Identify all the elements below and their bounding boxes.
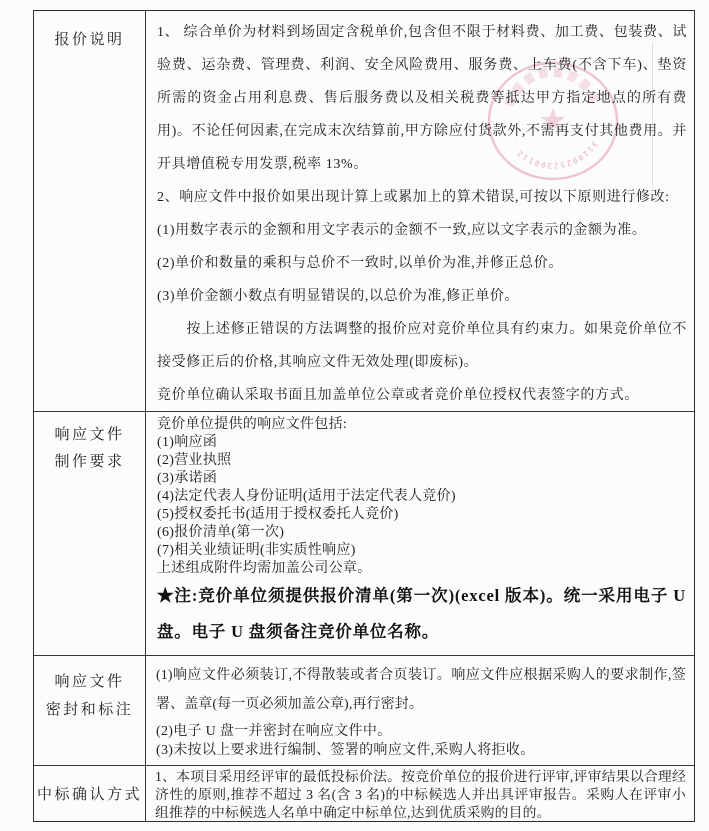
list-item: (1)响应函 [157, 435, 218, 450]
paragraph: 2、响应文件中报价如果出现计算上或累加上的算术错误,可按以下原则进行修改: [157, 190, 670, 205]
paragraph: 竞价单位确认采取书面且加盖单位公章或者竞价单位授权代表签字的方式。 [157, 388, 639, 403]
paragraph: 1、本项目采用经评审的最低投标价法。按竞价单位的报价进行评审,评审结果以合理经济性的原则,推荐不超过 3 名(含 3 名)的中标候选人并出具评审报告。采购人在评审小组推荐的中标候选人名单中确定中标单位,达到优质采购的目的。 [155, 769, 686, 820]
quotation-notes-content [146, 11, 694, 411]
paragraph: (3)单价金额小数点有明显错误的,以总价为准,修正单价。 [157, 289, 520, 304]
list-item: 上述组成附件均需加盖公司公章。 [157, 561, 372, 576]
award-confirmation-content [146, 766, 694, 821]
paragraph: (1)用数字表示的金额和用文字表示的金额不一致,应以文字表示的金额为准。 [157, 223, 647, 238]
sealing-marking-content [146, 656, 694, 765]
list-intro: 竞价单位提供的响应文件包括: [157, 417, 348, 432]
paragraph: 按上述修正错误的方法调整的报价应对竞价单位具有约束力。如果竞价单位不接受修正后的价格,其响应文件无效处理(即废标)。 [157, 322, 687, 370]
procurement-terms-table [33, 10, 695, 822]
paragraph: (3)未按以上要求进行编制、签署的响应文件,采购人将拒收。 [156, 743, 535, 758]
row-label-text: 响应文件 [54, 674, 125, 690]
row-label-text: 制作要求 [54, 454, 125, 470]
table-row-sealing-marking [34, 656, 694, 766]
list-item: (3)承诺函 [157, 471, 218, 486]
row-label-text: 响应文件 [54, 427, 125, 443]
list-item: (4)法定代表人身份证明(适用于法定代表人竞价) [157, 489, 456, 504]
response-doc-requirements-content [146, 412, 694, 655]
row-label-text: 报价说明 [54, 32, 125, 48]
list-item: (7)相关业绩证明(非实质性响应) [157, 543, 356, 558]
list-item: (6)报价清单(第一次) [157, 525, 285, 540]
list-item: (2)营业执照 [157, 453, 232, 468]
seal-code-text: 31100252300112 [514, 139, 600, 171]
row-label-quotation-notes [34, 11, 146, 411]
table-row-response-doc-requirements [34, 412, 694, 656]
paragraph: (1)响应文件必须装订,不得散装或者合页装订。响应文件应根据采购人的要求制作,签署、盖章(每一页必须加盖公章),再行密封。 [156, 668, 686, 712]
table-row-award-confirmation [34, 766, 694, 821]
row-label-award-confirmation [34, 766, 146, 821]
row-label-text: 中标确认方式 [36, 787, 142, 803]
scan-artifact-line [652, 42, 653, 188]
paragraph: 1、 综合单价为材料到场固定含税单价,包含但不限于材料费、加工费、包装费、试验费、运杂费、管理费、利润、安全风险费用、服务费、上车费(不含下车)、垫资所需的资金占用利息费、售后服务费以及相关税费等抵达甲方指定地点的所有费用)。不论任何因素,在完成末次结算前,甲方除应付货款外,不需再支付其他费用。并开具增值税专用发票,税率 13%。 [157, 25, 687, 172]
row-label-response-doc-requirements [34, 412, 146, 655]
row-label-text: 密封和标注 [45, 702, 134, 718]
star-note: ★注:竞价单位须提供报价清单(第一次)(excel 版本)。统一采用电子 U 盘。电子 U 盘须备注竞价单位名称。 [157, 586, 686, 641]
paragraph: (2)单价和数量的乘积与总价不一致时,以单价为准,并修正总价。 [157, 256, 563, 271]
table-row-quotation-notes [34, 11, 694, 412]
paragraph: (2)电子 U 盘一并密封在响应文件中。 [156, 724, 392, 739]
row-label-sealing-marking [34, 656, 146, 765]
list-item: (5)授权委托书(适用于授权委托人竞价) [157, 507, 399, 522]
